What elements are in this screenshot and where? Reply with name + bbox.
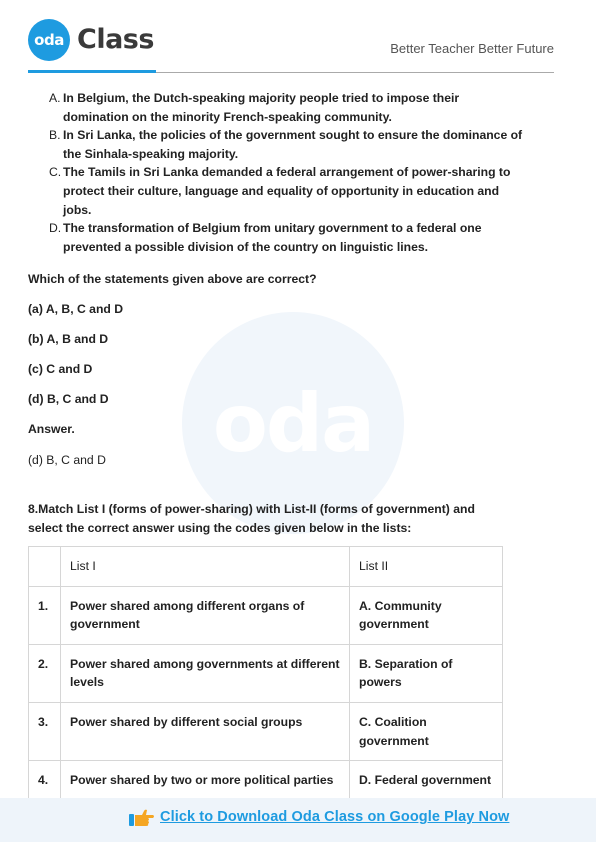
logo-mark: oda [34, 31, 64, 49]
statement-item [28, 219, 528, 256]
list-1-cell: Power shared among different organs of government [61, 586, 350, 644]
question-8-text: 8.Match List I (forms of power-sharing) with List-II (forms of government) and select the correct answer using the codes given below in the lists: [28, 502, 475, 535]
row-number: 1. [29, 586, 61, 644]
header-num-cell [29, 547, 61, 587]
option-b: (b) A, B and D [28, 332, 109, 346]
statement-list [28, 89, 528, 256]
list-2-cell: D. Federal government [350, 761, 503, 801]
list-2-cell: C. Coalition government [350, 702, 503, 760]
row-number: 3. [29, 702, 61, 760]
statement-item [28, 126, 528, 163]
header-list-2: List II [350, 547, 503, 587]
table-row [29, 586, 503, 644]
list-1-cell: Power shared among governments at different levels [61, 644, 350, 702]
list-2-cell: A. Community government [350, 586, 503, 644]
statement-text: In Sri Lanka, the policies of the government sought to ensure the dominance of the Sinhala-speaking majority. [63, 128, 523, 161]
row-number: 2. [29, 644, 61, 702]
header-list-1: List I [61, 547, 350, 587]
option-d: (d) B, C and D [28, 392, 109, 406]
page-header [0, 0, 596, 80]
list-1-cell: Power shared by different social groups [61, 702, 350, 760]
option-c: (c) C and D [28, 362, 93, 376]
watermark-logo: oda [182, 312, 404, 534]
logo-text: Class [77, 24, 154, 55]
answer-label: Answer. [28, 422, 75, 436]
tagline: Better Teacher Better Future [390, 41, 554, 56]
oda-logo-icon[interactable] [28, 19, 70, 61]
download-link[interactable]: Click to Download Oda Class on Google Play Now [160, 809, 510, 825]
table-row [29, 644, 503, 702]
answer-value: (d) B, C and D [28, 453, 106, 467]
statement-letter: B. [49, 128, 61, 143]
question-text: Which of the statements given above are correct? [28, 272, 317, 286]
option-a: (a) A, B, C and D [28, 302, 124, 316]
statement-letter: D. [49, 221, 62, 236]
statement-letter: A. [49, 91, 61, 105]
statement-letter: C. [49, 165, 62, 180]
row-number: 4. [29, 761, 61, 801]
header-accent-bar [28, 70, 156, 73]
list-2-cell: B. Separation of powers [350, 644, 503, 702]
match-table [28, 546, 503, 801]
table-header-row [29, 547, 503, 587]
table-row [29, 702, 503, 760]
list-1-cell: Power shared by two or more political parties [61, 761, 350, 801]
statement-text: The transformation of Belgium from unitary government to a federal one prevented a possible division of the country on linguistic lines. [63, 221, 482, 254]
table-row [29, 761, 503, 801]
pointing-hand-icon [129, 808, 155, 828]
statement-item [28, 163, 528, 219]
statement-text: The Tamils in Sri Lanka demanded a federal arrangement of power-sharing to protect their culture, language and equality of opportunity in education and jobs. [63, 165, 511, 217]
statement-text: In Belgium, the Dutch-speaking majority people tried to impose their domination on the minority French-speaking community. [63, 91, 460, 124]
statement-item [28, 89, 528, 126]
